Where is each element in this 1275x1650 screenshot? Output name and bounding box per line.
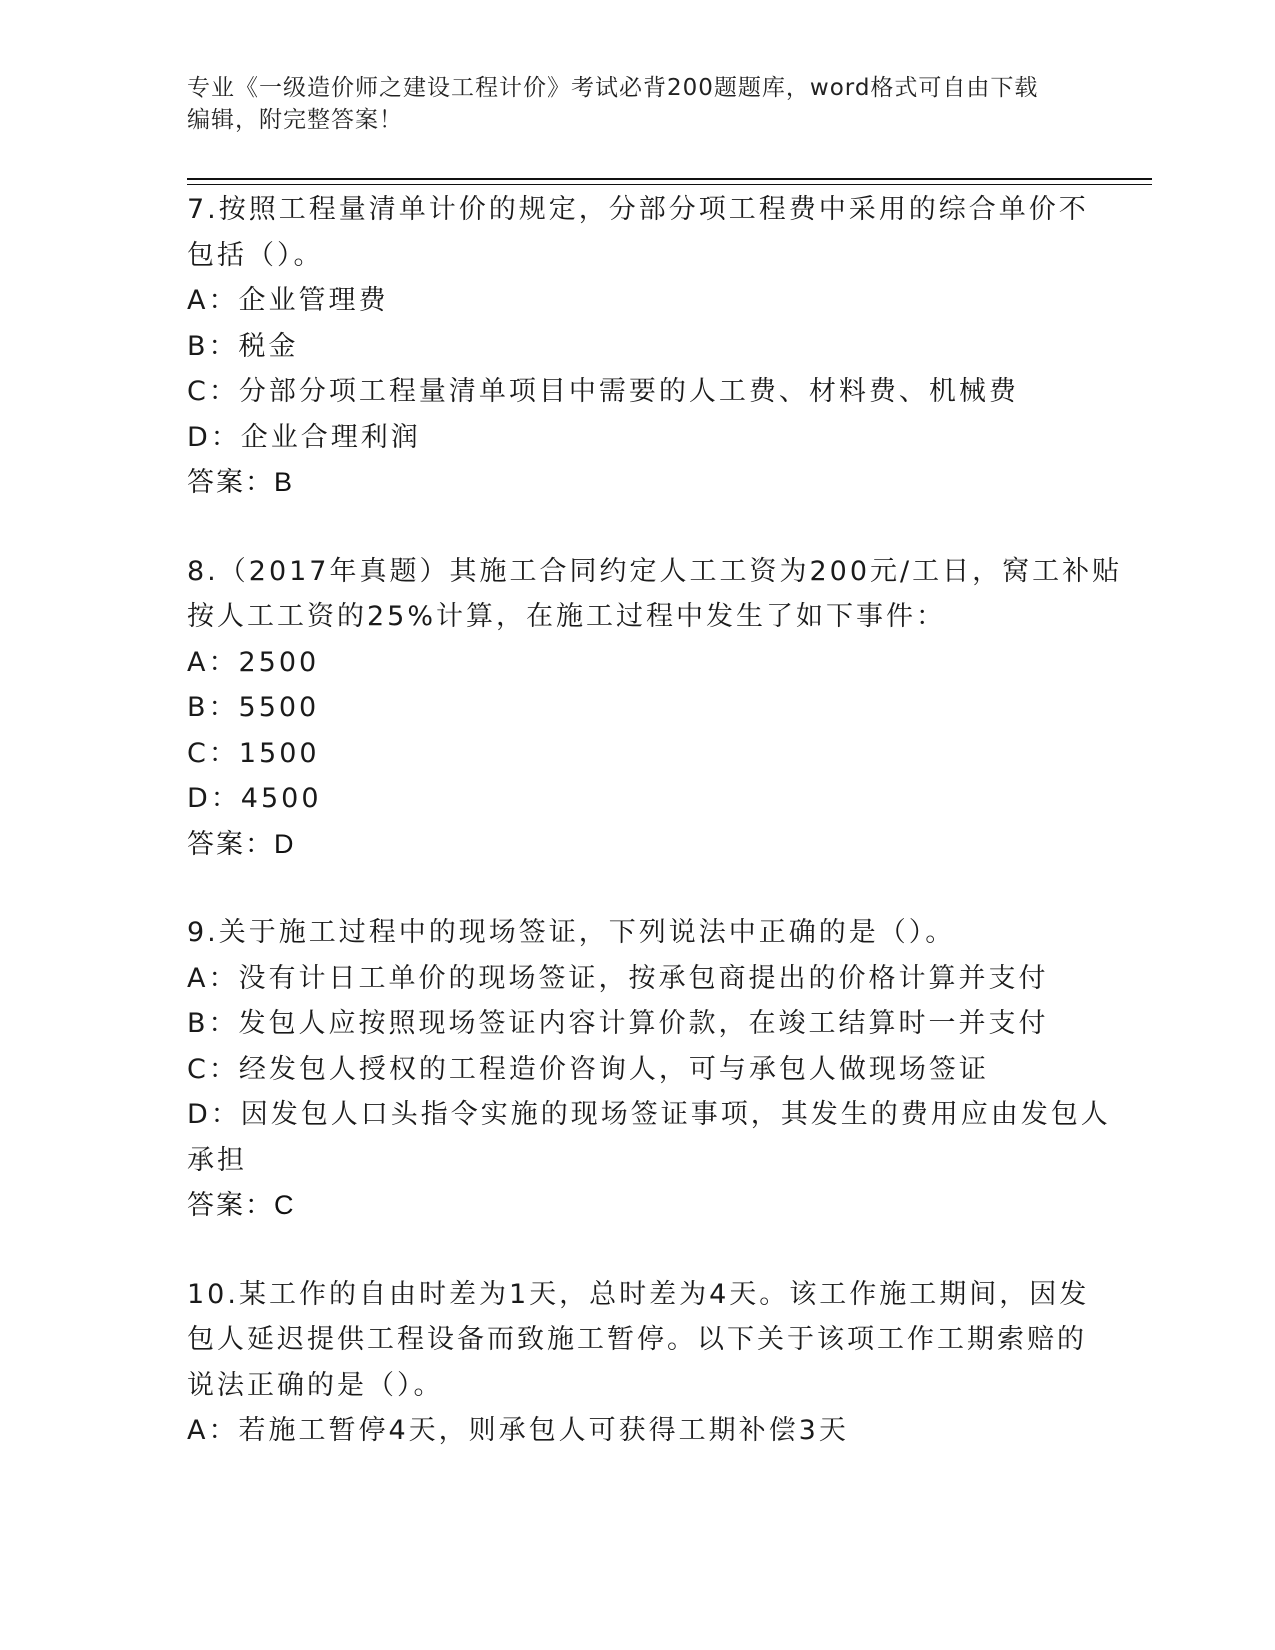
question-stem-line: 说法正确的是（）。 — [187, 1369, 444, 1401]
option-a: A：企业管理费 — [187, 285, 389, 316]
header-line-1: 专业《一级造价师之建设工程计价》考试必背200题题库，word格式可自由下载 — [187, 75, 1039, 101]
header-divider-thick — [187, 178, 1152, 180]
question-9 — [187, 910, 1111, 1229]
question-stem-line: 9.关于施工过程中的现场签证，下列说法中正确的是（）。 — [187, 917, 956, 948]
answer-label: 答案：B — [187, 467, 295, 497]
option-d: D：企业合理利润 — [187, 421, 421, 453]
option-d: D：4500 — [187, 783, 322, 814]
option-b: B：税金 — [187, 330, 299, 362]
option-c: C：1500 — [187, 737, 320, 769]
option-c: C：经发包人授权的工程造价咨询人，可与承包人做现场签证 — [187, 1053, 989, 1085]
question-8 — [187, 549, 1123, 868]
question-stem-line: 10.某工作的自由时差为1天，总时差为4天。该工作施工期间，因发 — [187, 1278, 1090, 1310]
option-d-continued: 承担 — [187, 1144, 247, 1176]
document-header — [187, 72, 1087, 136]
question-stem-line: 按人工工资的25%计算，在施工过程中发生了如下事件： — [187, 601, 947, 632]
answer-label: 答案：C — [187, 1190, 296, 1220]
header-divider-thin — [187, 184, 1152, 185]
option-a: A：若施工暂停4天，则承包人可获得工期补偿3天 — [187, 1415, 849, 1446]
question-stem-line: 7.按照工程量清单计价的规定，分部分项工程费中采用的综合单价不 — [187, 194, 1089, 225]
question-stem-line: 包括（）。 — [187, 239, 324, 271]
option-b: B：发包人应按照现场签证内容计算价款，在竣工结算时一并支付 — [187, 1008, 1049, 1039]
question-stem-line: 8.（2017年真题）其施工合同约定人工工资为200元/工日，窝工补贴 — [187, 555, 1123, 587]
option-b: B：5500 — [187, 692, 320, 723]
question-10 — [187, 1272, 1090, 1454]
question-7 — [187, 187, 1087, 506]
option-d: D：因发包人口头指令实施的现场签证事项，其发生的费用应由发包人 — [187, 1099, 1111, 1130]
header-line-2: 编辑，附完整答案！ — [187, 107, 403, 133]
option-a: A：没有计日工单价的现场签证，按承包商提出的价格计算并支付 — [187, 962, 1049, 994]
answer-label: 答案：D — [187, 828, 296, 859]
question-list — [187, 187, 1123, 1497]
option-a: A：2500 — [187, 646, 320, 678]
option-c: C：分部分项工程量清单项目中需要的人工费、材料费、机械费 — [187, 376, 1019, 407]
question-stem-line: 包人延迟提供工程设备而致施工暂停。以下关于该项工作工期索赔的 — [187, 1324, 1087, 1355]
